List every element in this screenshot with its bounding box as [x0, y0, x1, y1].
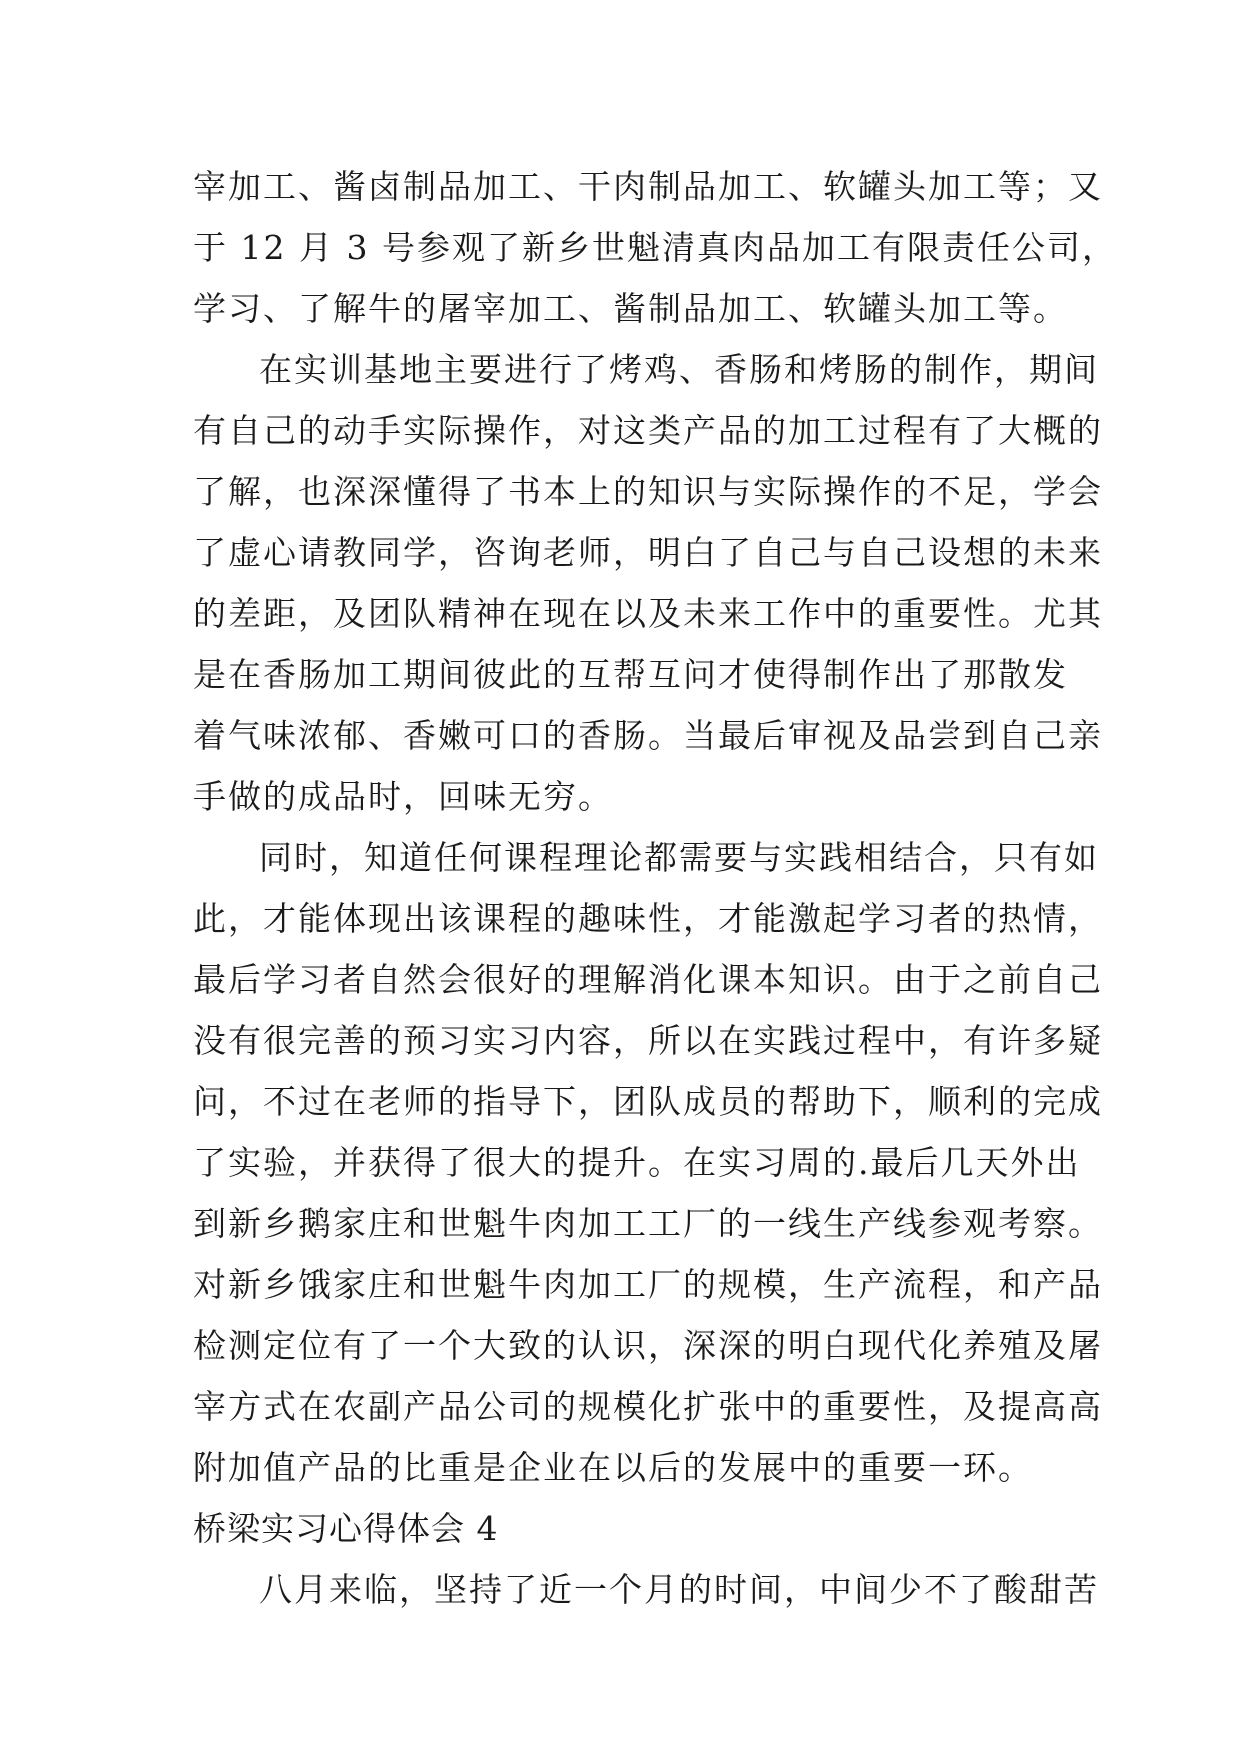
- text-line: 没有很完善的预习实习内容，所以在实践过程中，有许多疑: [193, 1021, 1103, 1060]
- text-line: 附加值产品的比重是企业在以后的发展中的重要一环。: [193, 1448, 1033, 1487]
- text-line: 于 12 月 3 号参观了新乡世魁清真肉品加工有限责任公司，: [193, 228, 1117, 267]
- paragraph-start-line: 八月来临，坚持了近一个月的时间，中间少不了酸甜苦: [259, 1570, 1099, 1609]
- text-line: 宰方式在农副产品公司的规模化扩张中的重要性，及提高高: [193, 1387, 1103, 1426]
- text-line: 手做的成品时，回味无穷。: [193, 777, 613, 816]
- text-line: 的差距，及团队精神在现在以及未来工作中的重要性。尤其: [193, 594, 1103, 633]
- text-line: 对新乡饿家庄和世魁牛肉加工厂的规模，生产流程，和产品: [193, 1265, 1103, 1304]
- text-line: 学习、了解牛的屠宰加工、酱制品加工、软罐头加工等。: [193, 289, 1068, 328]
- text-line: 了解，也深深懂得了书本上的知识与实际操作的不足，学会: [193, 472, 1103, 511]
- text-line: 最后学习者自然会很好的理解消化课本知识。由于之前自己: [193, 960, 1103, 999]
- paragraph-start-line: 在实训基地主要进行了烤鸡、香肠和烤肠的制作，期间: [259, 350, 1099, 389]
- text-line: 有自己的动手实际操作，对这类产品的加工过程有了大概的: [193, 411, 1103, 450]
- text-line: 是在香肠加工期间彼此的互帮互问才使得制作出了那散发: [193, 655, 1068, 694]
- text-line: 了实验，并获得了很大的提升。在实习周的.最后几天外出: [193, 1143, 1081, 1182]
- document-body: [193, 156, 1117, 1620]
- paragraph-start-line: 同时，知道任何课程理论都需要与实践相结合，只有如: [259, 838, 1099, 877]
- text-line: 问，不过在老师的指导下，团队成员的帮助下，顺利的完成: [193, 1082, 1103, 1121]
- text-line: 宰加工、酱卤制品加工、干肉制品加工、软罐头加工等；又: [193, 167, 1103, 206]
- text-line: 检测定位有了一个大致的认识，深深的明白现代化养殖及屠: [193, 1326, 1103, 1365]
- text-line: 此，才能体现出该课程的趣味性，才能激起学习者的热情，: [193, 899, 1103, 938]
- section-heading: 桥梁实习心得体会 4: [193, 1509, 499, 1548]
- text-line: 到新乡鹅家庄和世魁牛肉加工工厂的一线生产线参观考察。: [193, 1204, 1103, 1243]
- text-line: 着气味浓郁、香嫩可口的香肠。当最后审视及品尝到自己亲: [193, 716, 1103, 755]
- text-line: 了虚心请教同学，咨询老师，明白了自己与自己设想的未来: [193, 533, 1103, 572]
